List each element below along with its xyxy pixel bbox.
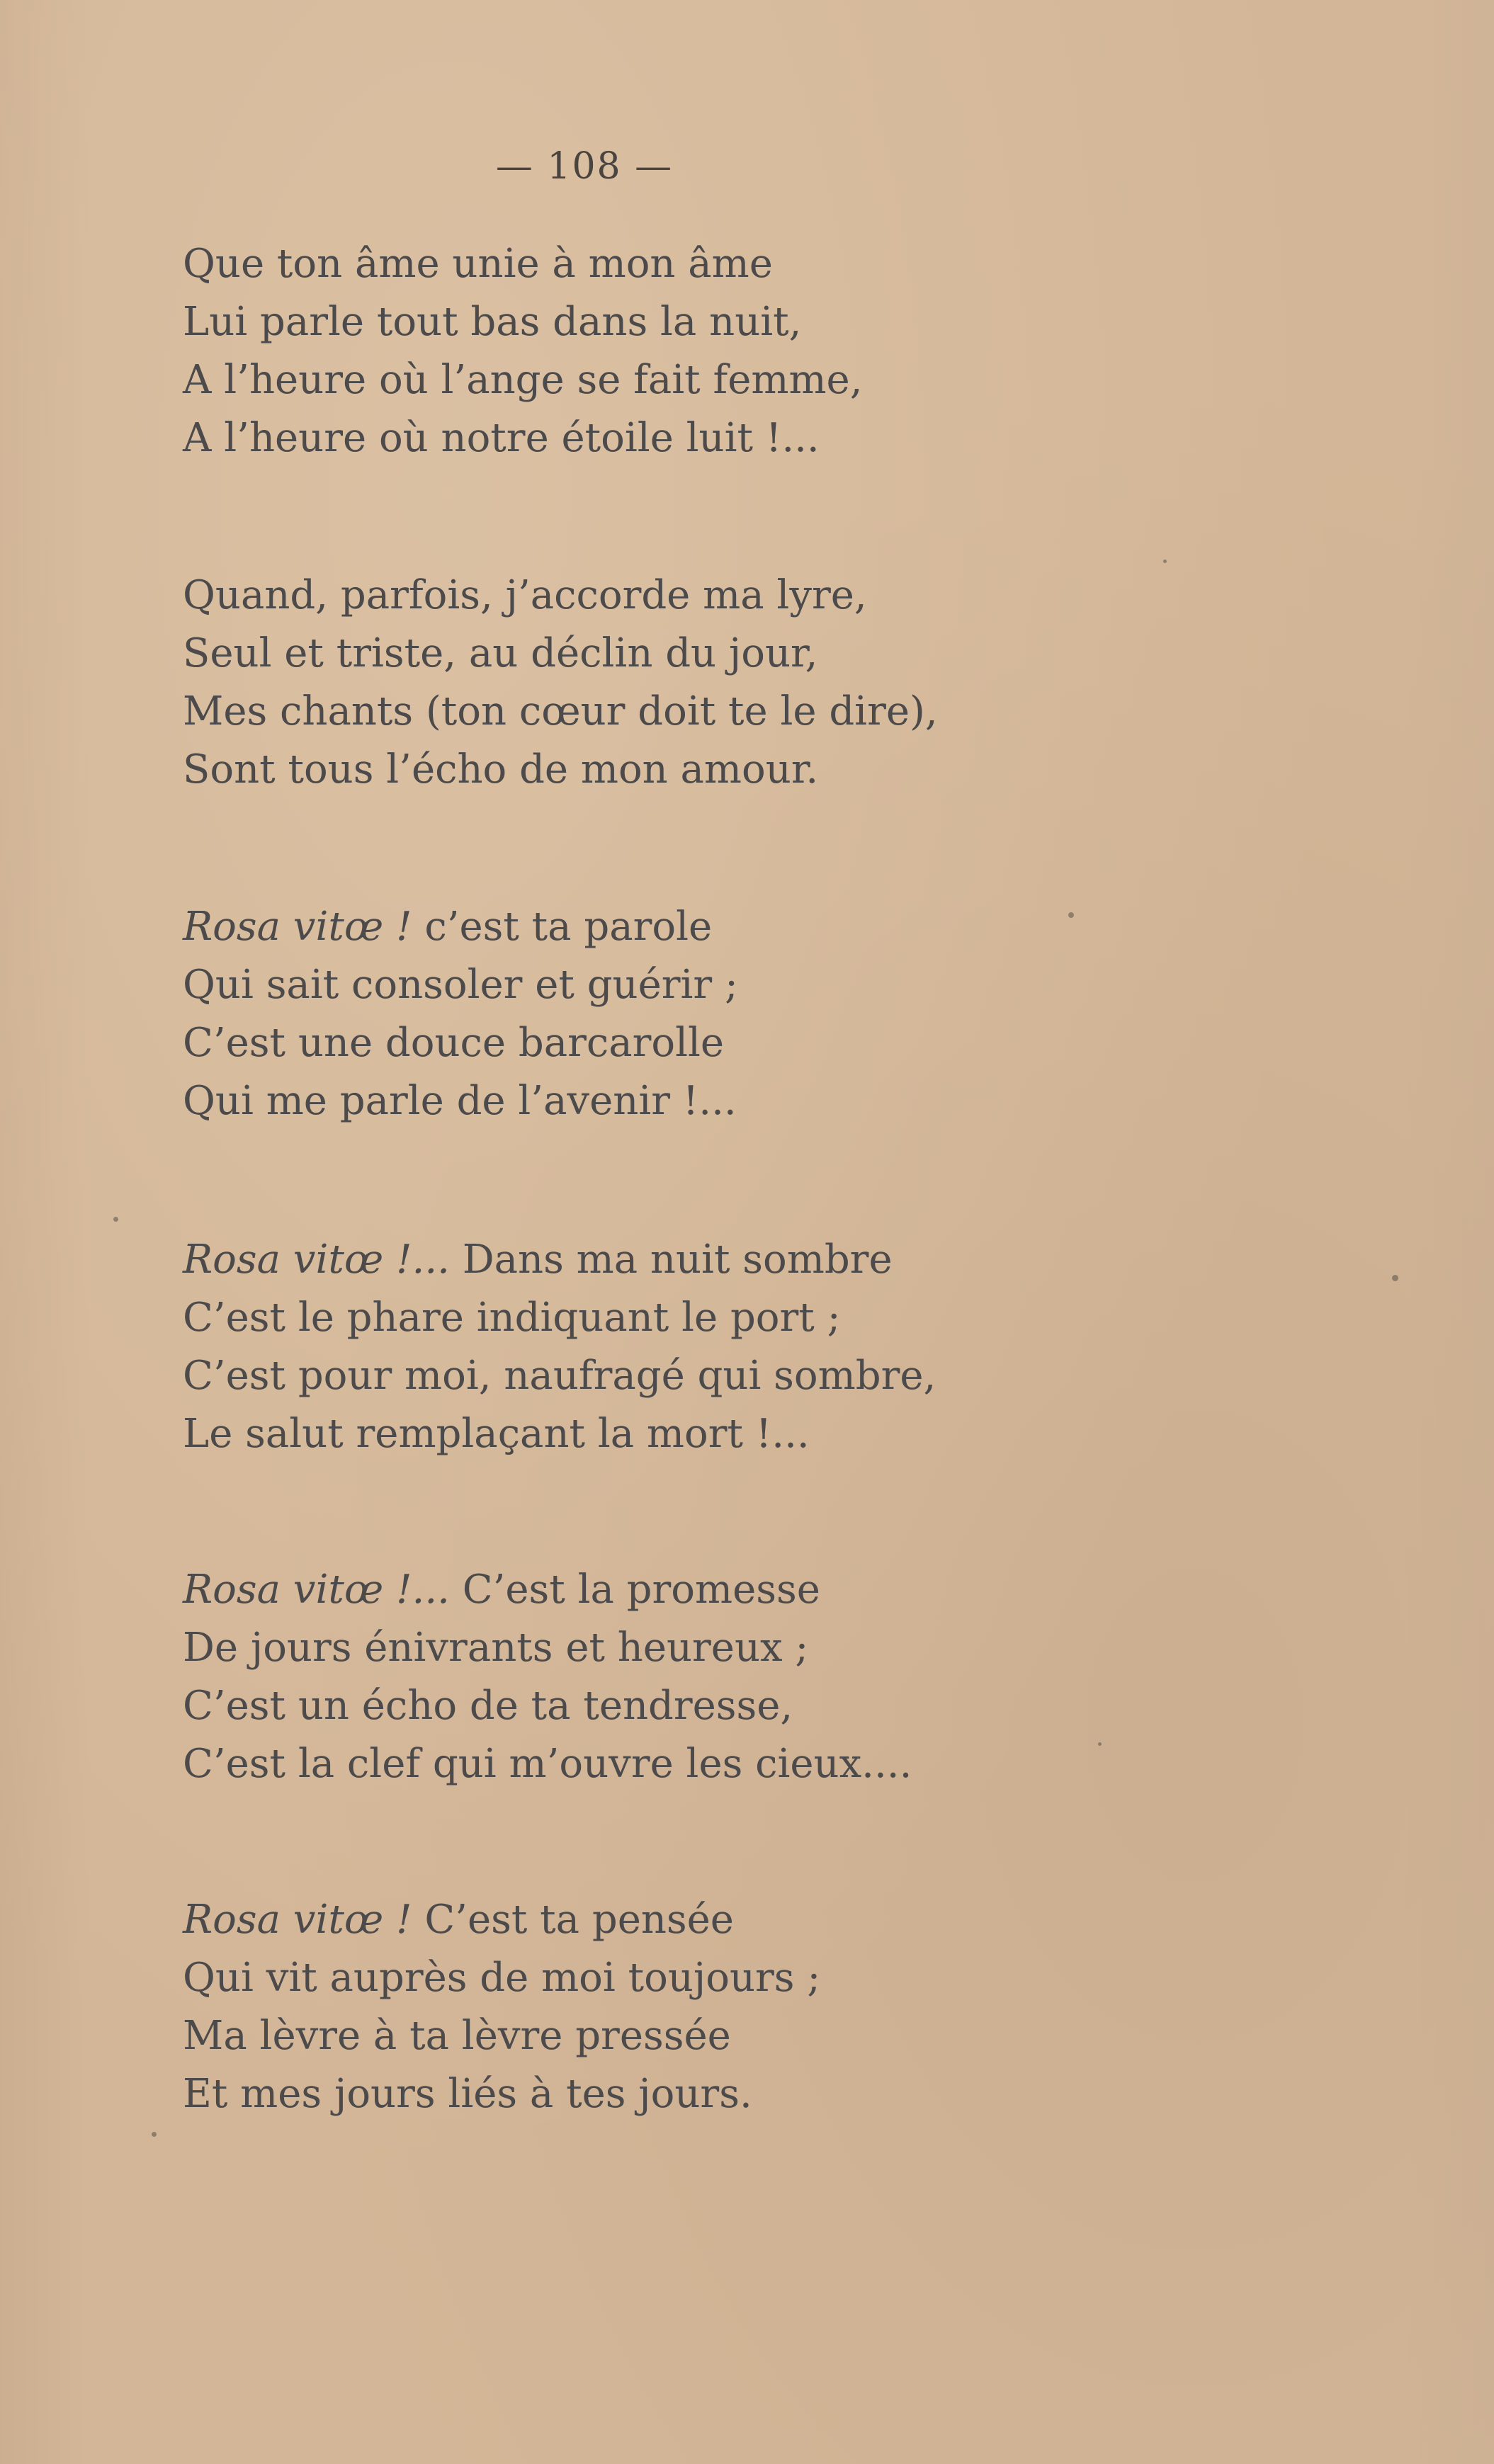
verse-line: C’est une douce barcarolle: [183, 1020, 725, 1066]
verse-italic: Rosa vitœ !...: [183, 1567, 450, 1613]
stanza-4: [183, 1231, 1104, 1463]
verse-line: Quand, parfois, j’accorde ma lyre,: [183, 572, 867, 618]
verse-line: Que ton âme unie à mon âme: [183, 241, 773, 287]
stanza-6: [183, 1891, 1104, 2123]
stanza-5: [183, 1561, 1104, 1793]
stanza-1: [183, 235, 1104, 467]
paper-speck: [1163, 560, 1167, 563]
paper-speck: [152, 2132, 157, 2137]
verse-italic: Rosa vitœ !: [183, 904, 412, 950]
stanza-2: [183, 567, 1104, 799]
verse-line: Sont tous l’écho de mon amour.: [183, 746, 819, 793]
verse-text: C’est la promesse: [449, 1567, 820, 1613]
verse-text: C’est ta pensée: [412, 1897, 734, 1943]
verse-line: Ma lèvre à ta lèvre pressée: [183, 2013, 731, 2059]
page-number: — 108 —: [495, 145, 674, 188]
verse-line: Le salut remplaçant la mort !...: [183, 1411, 810, 1457]
paper-speck: [1392, 1275, 1398, 1281]
verse-text: Dans ma nuit sombre: [449, 1237, 893, 1283]
verse-line: [183, 1561, 1104, 1619]
verse-line: Mes chants (ton cœur doit te le dire),: [183, 688, 938, 734]
verse-line: A l’heure où l’ange se fait femme,: [183, 357, 863, 403]
verse-line: De jours énivrants et heureux ;: [183, 1625, 809, 1671]
verse-line: Seul et triste, au déclin du jour,: [183, 630, 818, 676]
verse-line: C’est la clef qui m’ouvre les cieux....: [183, 1741, 912, 1787]
verse-line: [183, 898, 1104, 956]
verse-line: A l’heure où notre étoile luit !...: [183, 415, 820, 461]
verse-line: [183, 1231, 1104, 1289]
verse-line: [183, 1891, 1104, 1949]
verse-line: Qui vit auprès de moi toujours ;: [183, 1955, 821, 2001]
verse-line: Et mes jours liés à tes jours.: [183, 2071, 752, 2117]
stanza-3: [183, 898, 1104, 1130]
verse-line: Qui me parle de l’avenir !...: [183, 1078, 737, 1124]
verse-italic: Rosa vitœ !...: [183, 1237, 450, 1283]
verse-line: C’est le phare indiquant le port ;: [183, 1295, 841, 1341]
verse-text: c’est ta parole: [412, 904, 713, 950]
verse-line: Qui sait consoler et guérir ;: [183, 962, 738, 1008]
verse-line: C’est pour moi, naufragé qui sombre,: [183, 1353, 936, 1399]
paper-speck: [1068, 912, 1074, 918]
paper-speck: [1098, 1742, 1102, 1746]
paper-speck: [113, 1217, 118, 1222]
verse-line: Lui parle tout bas dans la nuit,: [183, 299, 802, 345]
verse-line: C’est un écho de ta tendresse,: [183, 1683, 793, 1729]
verse-italic: Rosa vitœ !: [183, 1897, 412, 1943]
